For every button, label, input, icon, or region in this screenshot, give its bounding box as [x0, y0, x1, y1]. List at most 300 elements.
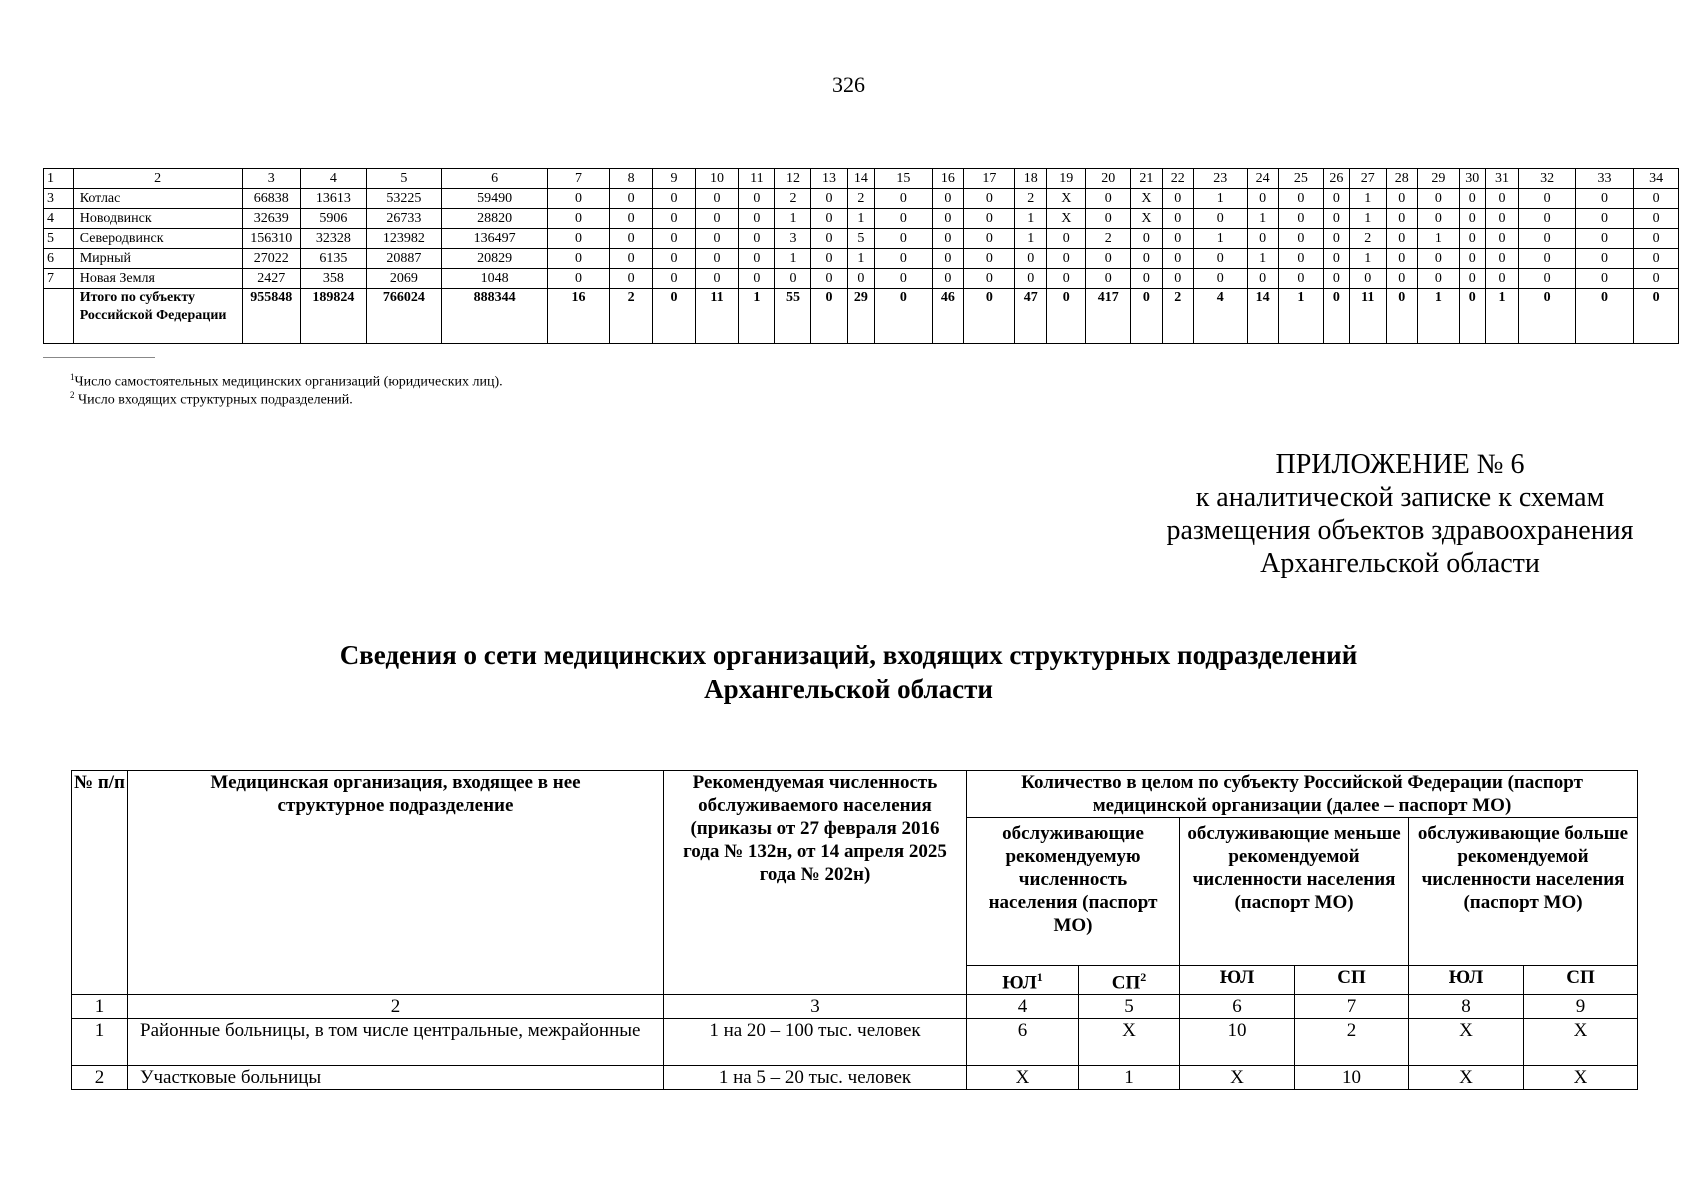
- table-cell: 0: [1278, 229, 1324, 249]
- table-cell: 0: [964, 229, 1015, 249]
- table-cell: 0: [548, 209, 610, 229]
- table-cell: 0: [1131, 269, 1163, 289]
- table-cell: 1 на 20 – 100 тыс. человек: [664, 1019, 967, 1066]
- table-cell: 0: [1460, 269, 1485, 289]
- table-cell: 0: [1047, 249, 1086, 269]
- header-organization: Медицинская организация, входящее в нее структурное подразделение: [128, 771, 664, 995]
- table-cell: 5: [847, 229, 875, 249]
- table-cell: 0: [1015, 269, 1047, 289]
- column-number-cell: 2: [128, 995, 664, 1019]
- table-cell: 0: [1247, 189, 1278, 209]
- column-number-cell: 5: [366, 169, 441, 189]
- table-cell: 0: [1086, 189, 1131, 209]
- column-number-cell: 8: [609, 169, 653, 189]
- table-cell: 0: [1519, 229, 1575, 249]
- table-cell: 0: [1162, 249, 1193, 269]
- table-cell: 4: [44, 209, 74, 229]
- total-cell: 2: [1162, 289, 1193, 344]
- table-cell: 0: [875, 269, 932, 289]
- table-cell: 0: [1485, 229, 1519, 249]
- district-name-cell: Северодвинск: [73, 229, 242, 249]
- column-number-cell: 8: [1409, 995, 1524, 1019]
- table-cell: 0: [548, 229, 610, 249]
- title-line-2: Архангельской области: [704, 674, 993, 704]
- column-number-cell: 34: [1634, 169, 1679, 189]
- column-number-cell: 30: [1460, 169, 1485, 189]
- table-cell: 1: [1193, 189, 1247, 209]
- table-cell: 1048: [442, 269, 548, 289]
- table-cell: 0: [1386, 189, 1417, 209]
- table-cell: 0: [1162, 209, 1193, 229]
- table-cell: 1: [775, 209, 811, 229]
- table-cell: 1: [1015, 229, 1047, 249]
- table-cell: 123982: [366, 229, 441, 249]
- table-cell: 1 на 5 – 20 тыс. человек: [664, 1066, 967, 1090]
- table-cell: 2: [775, 189, 811, 209]
- table-cell: 0: [1519, 249, 1575, 269]
- table-cell: 0: [964, 249, 1015, 269]
- total-cell: 0: [1324, 289, 1349, 344]
- table-cell: 0: [1634, 189, 1679, 209]
- table-cell: 20887: [366, 249, 441, 269]
- table-cell: 0: [1131, 249, 1163, 269]
- total-cell: 0: [1575, 289, 1633, 344]
- column-number-cell: 15: [875, 169, 932, 189]
- table-cell: 0: [653, 229, 695, 249]
- table-cell: 0: [811, 209, 847, 229]
- table-row: [72, 1066, 1638, 1090]
- table-cell: 26733: [366, 209, 441, 229]
- table-cell: 0: [1519, 189, 1575, 209]
- header-yul-3: ЮЛ: [1409, 966, 1524, 995]
- total-cell: 55: [775, 289, 811, 344]
- column-number-cell: 10: [695, 169, 739, 189]
- table-cell: 0: [1575, 229, 1633, 249]
- total-cell: 0: [1519, 289, 1575, 344]
- table-cell: 0: [609, 189, 653, 209]
- table-cell: 1: [1247, 209, 1278, 229]
- table-cell: 0: [811, 269, 847, 289]
- top-statistics-table: [43, 168, 1679, 344]
- table-cell: 27022: [242, 249, 300, 269]
- header-num: № п/п: [72, 771, 128, 995]
- header-sp-1: $СП^2$: [1079, 966, 1180, 995]
- table-cell: 6: [967, 1019, 1079, 1066]
- total-cell: 4: [1193, 289, 1247, 344]
- page-number: 326: [832, 72, 865, 97]
- total-cell: 11: [1349, 289, 1386, 344]
- header-group-less: обслуживающие меньше рекомендуемой численности населения (паспорт МО): [1180, 818, 1409, 966]
- table-cell: 2: [1086, 229, 1131, 249]
- table-cell: 0: [548, 269, 610, 289]
- table-cell: 0: [1015, 249, 1047, 269]
- column-number-cell: 9: [653, 169, 695, 189]
- table-cell: 0: [811, 249, 847, 269]
- total-cell: 0: [1634, 289, 1679, 344]
- table-cell: 1: [1349, 209, 1386, 229]
- table-cell: 1: [1247, 249, 1278, 269]
- appendix-line-4: Архангельской области: [1260, 548, 1540, 579]
- table-cell: 0: [653, 269, 695, 289]
- total-cell: 0: [1460, 289, 1485, 344]
- column-number-cell: 23: [1193, 169, 1247, 189]
- column-number-cell: 14: [847, 169, 875, 189]
- table-cell: 0: [1324, 189, 1349, 209]
- table-cell: 0: [739, 269, 775, 289]
- total-cell: 0: [964, 289, 1015, 344]
- table-cell: 5: [44, 229, 74, 249]
- table-cell: 0: [875, 229, 932, 249]
- district-name-cell: Новая Земля: [73, 269, 242, 289]
- table-cell: 0: [548, 249, 610, 269]
- total-cell: 14: [1247, 289, 1278, 344]
- column-number-cell: 9: [1524, 995, 1638, 1019]
- header-recommended: Рекомендуемая численность обслуживаемого населения (приказы от 27 февраля 2016 года № 132н, от 14 апреля 2025 года № 202н): [664, 771, 967, 995]
- total-label-cell: Итого по субъекту Российской Федерации: [73, 289, 242, 344]
- table-cell: 1: [847, 209, 875, 229]
- total-cell: 417: [1086, 289, 1131, 344]
- table-cell: 0: [1634, 269, 1679, 289]
- district-name-cell: Мирный: [73, 249, 242, 269]
- table-cell: 0: [1386, 249, 1417, 269]
- table-cell: 0: [695, 189, 739, 209]
- district-name-cell: Новодвинск: [73, 209, 242, 229]
- table-cell: 0: [1324, 249, 1349, 269]
- table-cell: 0: [695, 269, 739, 289]
- table-cell: 3: [775, 229, 811, 249]
- table-cell: 0: [1193, 209, 1247, 229]
- total-row: [44, 289, 1679, 344]
- table-cell: 2: [1015, 189, 1047, 209]
- table-cell: 0: [1460, 229, 1485, 249]
- table-cell: 0: [775, 269, 811, 289]
- table-cell: 0: [1086, 249, 1131, 269]
- table-cell: 0: [695, 229, 739, 249]
- table-cell: 6: [44, 249, 74, 269]
- table-cell: 0: [1485, 269, 1519, 289]
- table-cell: 2: [1349, 229, 1386, 249]
- total-cell: 46: [932, 289, 964, 344]
- table-cell: 0: [1278, 269, 1324, 289]
- table-cell: 0: [1047, 229, 1086, 249]
- total-cell: 47: [1015, 289, 1047, 344]
- table-cell: 0: [609, 249, 653, 269]
- table-cell: 0: [1131, 229, 1163, 249]
- column-number-cell: 20: [1086, 169, 1131, 189]
- table-cell: 13613: [300, 189, 366, 209]
- table-cell: 0: [1634, 229, 1679, 249]
- table-cell: 1: [847, 249, 875, 269]
- table-cell: 0: [1575, 249, 1633, 269]
- table-cell: 0: [811, 189, 847, 209]
- column-number-cell: 13: [811, 169, 847, 189]
- column-number-cell: 32: [1519, 169, 1575, 189]
- table-cell: 0: [932, 189, 964, 209]
- table-cell: 0: [739, 229, 775, 249]
- table-cell: 59490: [442, 189, 548, 209]
- column-number-cell: 12: [775, 169, 811, 189]
- table-row: [44, 229, 1679, 249]
- table-cell: 2069: [366, 269, 441, 289]
- table-cell: 3: [44, 189, 74, 209]
- table-cell: 0: [932, 229, 964, 249]
- table-cell: 0: [1162, 229, 1193, 249]
- header-sp-3: СП: [1524, 966, 1638, 995]
- footnote-separator: [43, 357, 155, 358]
- table-cell: 0: [653, 209, 695, 229]
- column-number-cell: 17: [964, 169, 1015, 189]
- table-cell: 0: [1324, 269, 1349, 289]
- total-cell: 16: [548, 289, 610, 344]
- table-cell: 0: [1386, 269, 1417, 289]
- table-cell: 0: [964, 269, 1015, 289]
- table-cell: 0: [875, 209, 932, 229]
- total-cell: [44, 289, 74, 344]
- table-cell: 0: [1519, 209, 1575, 229]
- table-cell: X: [1524, 1019, 1638, 1066]
- table-cell: 0: [1575, 269, 1633, 289]
- column-number-cell: 3: [664, 995, 967, 1019]
- table-cell: 0: [653, 249, 695, 269]
- table-cell: 0: [653, 189, 695, 209]
- total-cell: 0: [1386, 289, 1417, 344]
- table-cell: X: [1409, 1066, 1524, 1090]
- table-cell: 0: [875, 189, 932, 209]
- table-cell: 0: [1417, 249, 1459, 269]
- table-cell: 0: [1193, 249, 1247, 269]
- column-number-cell: 6: [442, 169, 548, 189]
- table-cell: 0: [1247, 269, 1278, 289]
- column-number-cell: 24: [1247, 169, 1278, 189]
- table-cell: 0: [847, 269, 875, 289]
- table-cell: 0: [1386, 209, 1417, 229]
- medical-network-table: [71, 770, 1638, 1090]
- table-cell: 0: [1162, 269, 1193, 289]
- column-number-cell: 11: [739, 169, 775, 189]
- column-number-cell: 6: [1180, 995, 1295, 1019]
- column-number-cell: 19: [1047, 169, 1086, 189]
- table-cell: 5906: [300, 209, 366, 229]
- table-cell: 0: [609, 269, 653, 289]
- column-number-cell: 1: [72, 995, 128, 1019]
- table-cell: 0: [1485, 209, 1519, 229]
- table-cell: 1: [1417, 229, 1459, 249]
- column-number-cell: 7: [548, 169, 610, 189]
- table-cell: 2: [1295, 1019, 1409, 1066]
- table-cell: X: [1131, 209, 1163, 229]
- district-name-cell: Котлас: [73, 189, 242, 209]
- table-cell: 0: [1278, 249, 1324, 269]
- footnote-2: $^2$ Число входящих структурных подразделений.: [70, 390, 353, 408]
- table-cell: 0: [964, 209, 1015, 229]
- table-cell: 136497: [442, 229, 548, 249]
- header-yul-2: ЮЛ: [1180, 966, 1295, 995]
- table-cell: 0: [1417, 189, 1459, 209]
- total-cell: 0: [875, 289, 932, 344]
- table-cell: X: [1524, 1066, 1638, 1090]
- table-cell: 1: [1015, 209, 1047, 229]
- table-cell: 66838: [242, 189, 300, 209]
- column-number-cell: 2: [73, 169, 242, 189]
- table-cell: 0: [1278, 209, 1324, 229]
- column-number-cell: 16: [932, 169, 964, 189]
- total-cell: 1: [739, 289, 775, 344]
- organization-cell: Районные больницы, в том числе центральные, межрайонные: [128, 1019, 664, 1066]
- table-cell: 0: [739, 209, 775, 229]
- total-cell: 888344: [442, 289, 548, 344]
- column-number-cell: 28: [1386, 169, 1417, 189]
- table-cell: 10: [1295, 1066, 1409, 1090]
- table-cell: X: [1180, 1066, 1295, 1090]
- header-total: Количество в целом по субъекту Российской Федерации (паспорт медицинской организации (далее – паспорт МО): [967, 771, 1638, 818]
- column-number-cell: 29: [1417, 169, 1459, 189]
- table-cell: 1: [1079, 1066, 1180, 1090]
- table-cell: 1: [1349, 189, 1386, 209]
- header-group-more: обслуживающие больше рекомендуемой численности населения (паспорт МО): [1409, 818, 1638, 966]
- table-cell: 0: [695, 249, 739, 269]
- table-cell: X: [1079, 1019, 1180, 1066]
- header-yul-1: $ЮЛ^1$: [967, 966, 1079, 995]
- appendix-heading: [1120, 448, 1680, 580]
- table-cell: 0: [1460, 189, 1485, 209]
- header-group-recommended: обслуживающие рекомендуемую численность населения (паспорт МО): [967, 818, 1180, 966]
- table-cell: 28820: [442, 209, 548, 229]
- table-cell: X: [1047, 209, 1086, 229]
- table-cell: 0: [875, 249, 932, 269]
- table-row: [44, 189, 1679, 209]
- table-cell: 0: [964, 189, 1015, 209]
- table-cell: 0: [1485, 249, 1519, 269]
- column-number-cell: 27: [1349, 169, 1386, 189]
- column-numbering-row: [72, 995, 1638, 1019]
- table-cell: 2: [847, 189, 875, 209]
- table-cell: 0: [1417, 209, 1459, 229]
- table-cell: 0: [1634, 209, 1679, 229]
- title-line-1: Сведения о сети медицинских организаций, входящих структурных подразделений: [339, 640, 1358, 670]
- table-cell: 0: [932, 269, 964, 289]
- column-number-cell: 4: [300, 169, 366, 189]
- table-cell: 0: [1193, 269, 1247, 289]
- organization-cell: Участковые больницы: [128, 1066, 664, 1090]
- total-cell: 1: [1278, 289, 1324, 344]
- table-cell: 32639: [242, 209, 300, 229]
- table-cell: 1: [775, 249, 811, 269]
- appendix-line-2: к аналитической записке к схемам: [1195, 482, 1605, 513]
- table-cell: 0: [1247, 229, 1278, 249]
- total-cell: 0: [1047, 289, 1086, 344]
- total-cell: 29: [847, 289, 875, 344]
- total-cell: 2: [609, 289, 653, 344]
- table-cell: X: [967, 1066, 1079, 1090]
- column-number-cell: 3: [242, 169, 300, 189]
- table-cell: 10: [1180, 1019, 1295, 1066]
- table-cell: 0: [548, 189, 610, 209]
- table-cell: 1: [72, 1019, 128, 1066]
- table-cell: X: [1409, 1019, 1524, 1066]
- table-cell: 0: [609, 229, 653, 249]
- table-cell: 20829: [442, 249, 548, 269]
- column-number-cell: 18: [1015, 169, 1047, 189]
- table-cell: 0: [1417, 269, 1459, 289]
- column-number-cell: 25: [1278, 169, 1324, 189]
- table-cell: 53225: [366, 189, 441, 209]
- table-cell: 0: [1460, 249, 1485, 269]
- table-header-row: [44, 169, 1679, 189]
- total-cell: 1: [1417, 289, 1459, 344]
- table-cell: 0: [609, 209, 653, 229]
- table-cell: 2427: [242, 269, 300, 289]
- table-cell: 0: [1349, 269, 1386, 289]
- table-cell: 0: [1162, 189, 1193, 209]
- table-cell: 0: [1460, 209, 1485, 229]
- table-cell: 2: [72, 1066, 128, 1090]
- footnote-1: $^1$Число самостоятельных медицинских организаций (юридических лиц).: [70, 372, 503, 390]
- table-cell: 0: [739, 189, 775, 209]
- table-cell: 0: [1047, 269, 1086, 289]
- table-cell: 0: [1086, 209, 1131, 229]
- document-title: [0, 638, 1697, 706]
- table-cell: 156310: [242, 229, 300, 249]
- total-cell: 189824: [300, 289, 366, 344]
- column-number-cell: 31: [1485, 169, 1519, 189]
- table-cell: 0: [1485, 189, 1519, 209]
- column-number-cell: 33: [1575, 169, 1633, 189]
- total-cell: 0: [1131, 289, 1163, 344]
- table-cell: 0: [1575, 209, 1633, 229]
- appendix-line-1: ПРИЛОЖЕНИЕ № 6: [1275, 449, 1525, 480]
- table-cell: 0: [1278, 189, 1324, 209]
- table-cell: 0: [695, 209, 739, 229]
- table-cell: 0: [811, 229, 847, 249]
- appendix-line-3: размещения объектов здравоохранения: [1166, 515, 1634, 546]
- table-cell: 0: [932, 209, 964, 229]
- table-row: [72, 1019, 1638, 1066]
- column-number-cell: 5: [1079, 995, 1180, 1019]
- total-cell: 0: [811, 289, 847, 344]
- table-cell: 1: [1349, 249, 1386, 269]
- table-cell: 6135: [300, 249, 366, 269]
- table-row: [44, 209, 1679, 229]
- column-number-cell: 26: [1324, 169, 1349, 189]
- total-cell: 955848: [242, 289, 300, 344]
- table-cell: 0: [1575, 189, 1633, 209]
- column-number-cell: 4: [967, 995, 1079, 1019]
- table-row: [44, 249, 1679, 269]
- table-cell: 358: [300, 269, 366, 289]
- table-cell: 0: [1519, 269, 1575, 289]
- column-number-cell: 7: [1295, 995, 1409, 1019]
- header-sp-2: СП: [1295, 966, 1409, 995]
- table-cell: 0: [1634, 249, 1679, 269]
- table-cell: 7: [44, 269, 74, 289]
- table-cell: X: [1131, 189, 1163, 209]
- total-cell: 766024: [366, 289, 441, 344]
- table-cell: 0: [932, 249, 964, 269]
- table-row: [44, 269, 1679, 289]
- table-cell: 0: [1386, 229, 1417, 249]
- table-cell: 0: [739, 249, 775, 269]
- table-cell: 0: [1324, 229, 1349, 249]
- column-number-cell: 21: [1131, 169, 1163, 189]
- total-cell: 1: [1485, 289, 1519, 344]
- table-cell: 1: [1193, 229, 1247, 249]
- table-cell: X: [1047, 189, 1086, 209]
- column-number-cell: 1: [44, 169, 74, 189]
- table-cell: 0: [1324, 209, 1349, 229]
- total-cell: 11: [695, 289, 739, 344]
- table-cell: 0: [1086, 269, 1131, 289]
- table-cell: 32328: [300, 229, 366, 249]
